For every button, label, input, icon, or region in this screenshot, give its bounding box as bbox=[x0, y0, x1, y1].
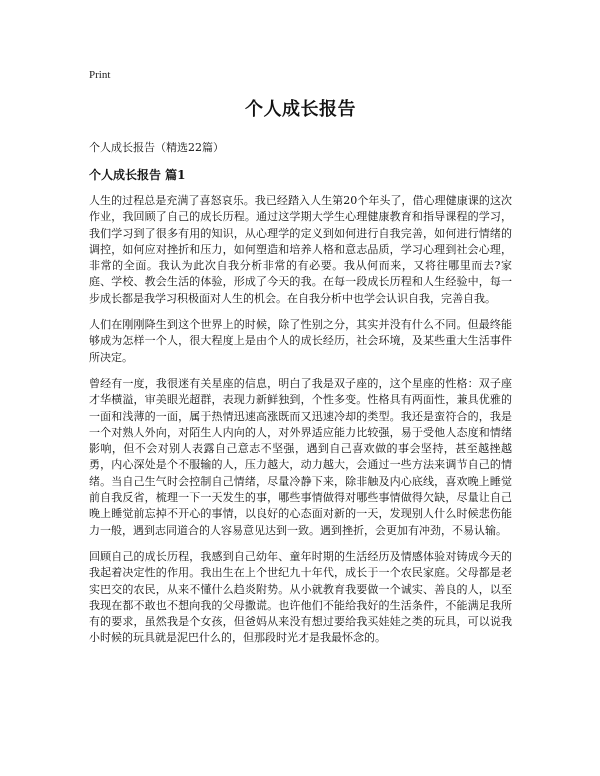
paragraph: 人们在刚刚降生到这个世界上的时候，除了性别之分，其实并没有什么不同。但最终能够成为怎样一个人，很大程度上是由个人的成长经历，社会环境，及某些重大生活事件所决定。 bbox=[89, 318, 512, 364]
document-title: 个人成长报告 bbox=[245, 99, 356, 120]
paragraph: 回顾自己的成长历程，我感到自己幼年、童年时期的生活经历及情感体验对铸成今天的我起着决定性的作用。我出生在上个世纪九十年代，成长于一个农民家庭。父母都是老实巴交的农民，从来不懂什么趋炎附势。从小就教育我要做一个诚实、善良的人，以至我现在都不敢也不想向我的父母撒谎。也许他们不能给我好的生活条件，不能满足我所有的要求，虽然我是个女孩，但爸妈从来没有想过要给我买娃娃之类的玩具，可以说我小时候的玩具就是泥巴什么的，但那段时光才是我最怀念的。 bbox=[89, 549, 512, 645]
document-subtitle: 个人成长报告（精选22篇） bbox=[89, 141, 224, 154]
section-heading: 个人成长报告 篇1 bbox=[89, 168, 186, 182]
print-link[interactable]: Print bbox=[89, 69, 111, 81]
paragraph: 曾经有一度，我很迷有关星座的信息，明白了我是双子座的，这个星座的性格：双子座才华横溢，审美眼光超群，表现力新鲜独到，个性多变。性格具有两面性，兼具优雅的一面和浅薄的一面，属于热情迅速高涨既而又迅速冷却的类型。我还是蛮符合的，我是一个对熟人外向，对陌生人内向的人，对外界适应能力比较强，易于受他人态度和情绪影响，但不会对别人表露自己意志不坚强，遇到自己喜欢做的事会坚持，甚至越挫越勇，内心深处是个不服输的人，压力越大，动力越大，会通过一些方法来调节自己的情绪。当自己生气时会控制自己情绪，尽量冷静下来，除非触及内心底线，喜欢晚上睡觉前自我反省，梳理一下一天发生的事，哪些事情做得对哪些事情做得欠缺，尽量让自己晚上睡觉前忘掉不开心的事情，以良好的心态面对新的一天，发现别人什么时候悲伤能力一般，遇到志同道合的人容易意见达到一致。遇到挫折，会更加有冲劲，不易认输。 bbox=[89, 376, 512, 537]
article-body bbox=[89, 193, 512, 647]
paragraph: 人生的过程总是充满了喜怒哀乐。我已经踏入人生第20个年头了，借心理健康课的这次作业，我回顾了自己的成长历程。通过这学期大学生心理健康教育和指导课程的学习，我们学习到了很多有用的知识，从心理学的定义到如何进行自我完善，如何进行情绪的调控，如何应对挫折和压力，如何塑造和培养人格和意志品质，学习心理到社会心理，非常的全面。我认为此次自我分析非常的有必要。我从何而来，又将往哪里而去?家庭、学校、教会生活的体验，形成了今天的我。在每一段成长历程和人生经验中，每一步成长都是我学习积极面对人生的机会。在自我分析中也学会认识自我，完善自我。 bbox=[89, 194, 512, 305]
